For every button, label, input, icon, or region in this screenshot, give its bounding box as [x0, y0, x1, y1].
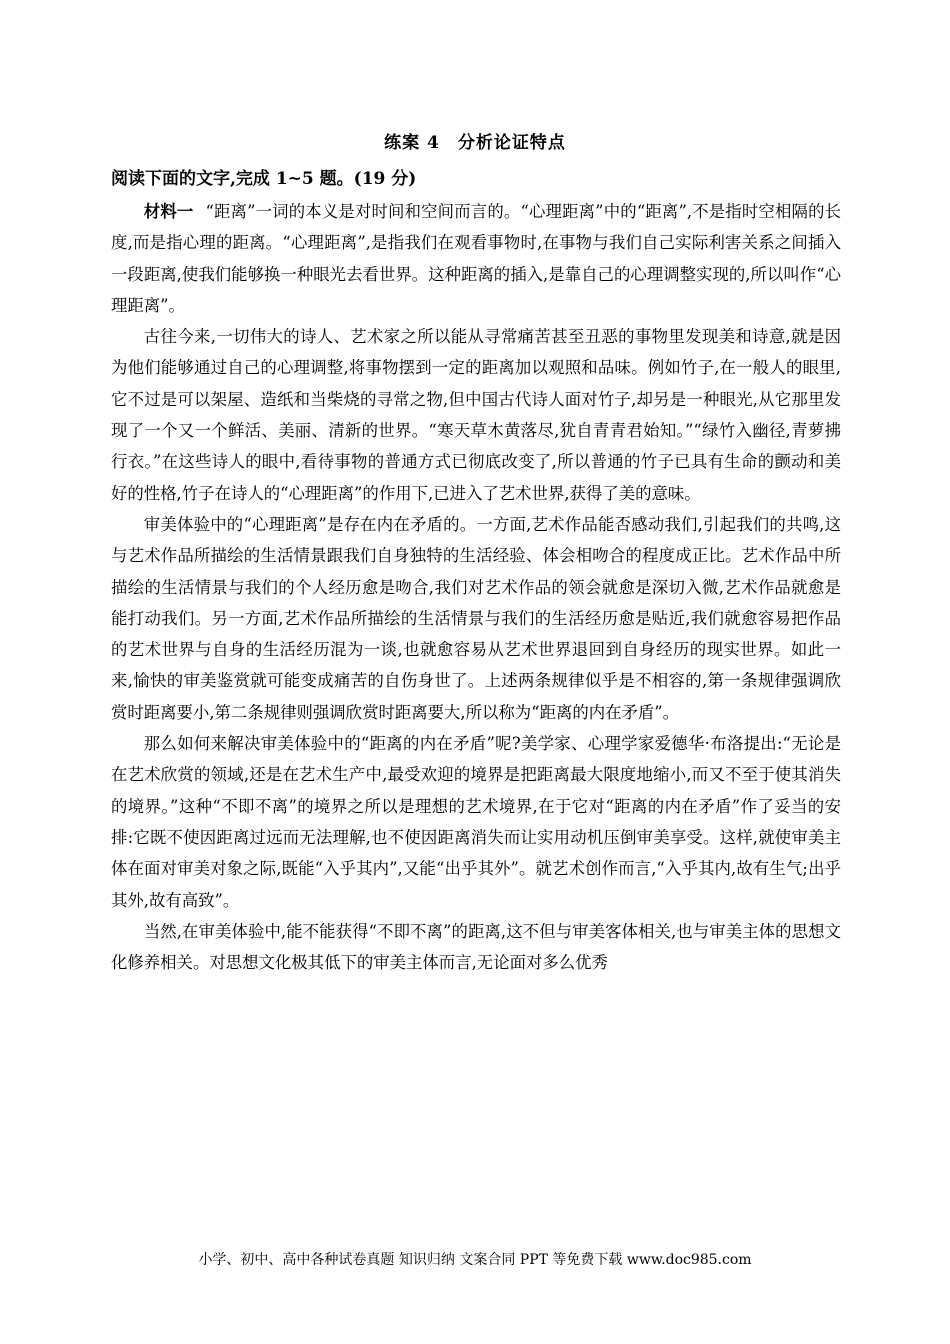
passage-paragraph — [111, 196, 841, 321]
page-footer: 小学、初中、高中各种试卷真题 知识归纳 文案合同 PPT 等免费下载 www.doc985.com — [198, 1252, 752, 1268]
reading-passage — [111, 196, 841, 978]
passage-paragraph: 审美体验中的“心理距离”是存在内在矛盾的。一方面,艺术作品能否感动我们,引起我们的共鸣,这与艺术作品所描绘的生活情景跟我们自身独特的生活经验、体会相吻合的程度成正比。艺术作品中所描绘的生活情景与我们的个人经历愈是吻合,我们对艺术作品的领会就愈是深切入微,艺术作品就愈是能打动我们。另一方面,艺术作品所描绘的生活情景与我们的生活经历愈是贴近,我们就愈容易把作品的艺术世界与自身的生活经历混为一谈,也就愈容易从艺术世界退回到自身经历的现实世界。如此一来,愉快的审美鉴赏就可能变成痛苦的自伤身世了。上述两条规律似乎是不相容的,第一条规律强调欣赏时距离要小,第二条规律则强调欣赏时距离要大,所以称为“距离的内在矛盾”。 — [111, 514, 841, 722]
material-label: 材料一 — [143, 202, 194, 221]
passage-paragraph: 当然,在审美体验中,能不能获得“不即不离”的距离,这不但与审美客体相关,也与审美主体的思想文化修养相关。对思想文化极其低下的审美主体而言,无论面对多么优秀 — [111, 921, 841, 973]
passage-paragraph: 古往今来,一切伟大的诗人、艺术家之所以能从寻常痛苦甚至丑恶的事物里发现美和诗意,就是因为他们能够通过自己的心理调整,将事物摆到一定的距离加以观照和品味。例如竹子,在一般人的眼里,它不过是可以架屋、造纸和当柴烧的寻常之物,但中国古代诗人面对竹子,却另是一种眼光,从它那里发现了一个又一个鲜活、美丽、清新的世界。“寒天草木黄落尽,犹自青青君始知。”“绿竹入幽径,青萝拂行衣。”在这些诗人的眼中,看待事物的普通方式已彻底改变了,所以普通的竹子已具有生命的颤动和美好的性格,竹子在诗人的“心理距离”的作用下,已进入了艺术世界,获得了美的意味。 — [111, 327, 841, 503]
question-instruction: 阅读下面的文字,完成 1~5 题。(19 分) — [111, 169, 417, 189]
paragraph-text: “距离”一词的本义是对时间和空间而言的。“心理距离”中的“距离”,不是指时空相隔的长度,而是指心理的距离。“心理距离”,是指我们在观看事物时,在事物与我们自己实际利害关系之间插入一段距离,使我们能够换一种眼光去看世界。这种距离的插入,是靠自己的心理调整实现的,所以叫作“心理距离”。 — [111, 202, 842, 315]
passage-paragraph: 那么如何来解决审美体验中的“距离的内在矛盾”呢?美学家、心理学家爱德华·布洛提出:“无论是在艺术欣赏的领域,还是在艺术生产中,最受欢迎的境界是把距离最大限度地缩小,而又不至于使其消失的境界。”这种“不即不离”的境界之所以是理想的艺术境界,在于它对“距离的内在矛盾”作了妥当的安排:它既不使因距离过远而无法理解,也不使因距离消失而让实用动机压倒审美享受。这样,就使审美主体在面对审美对象之际,既能“入乎其内”,又能“出乎其外”。就艺术创作而言,“入乎其内,故有生气;出乎其外,故有高致”。 — [111, 734, 841, 910]
page-title: 练案 4 分析论证特点 — [384, 133, 566, 153]
